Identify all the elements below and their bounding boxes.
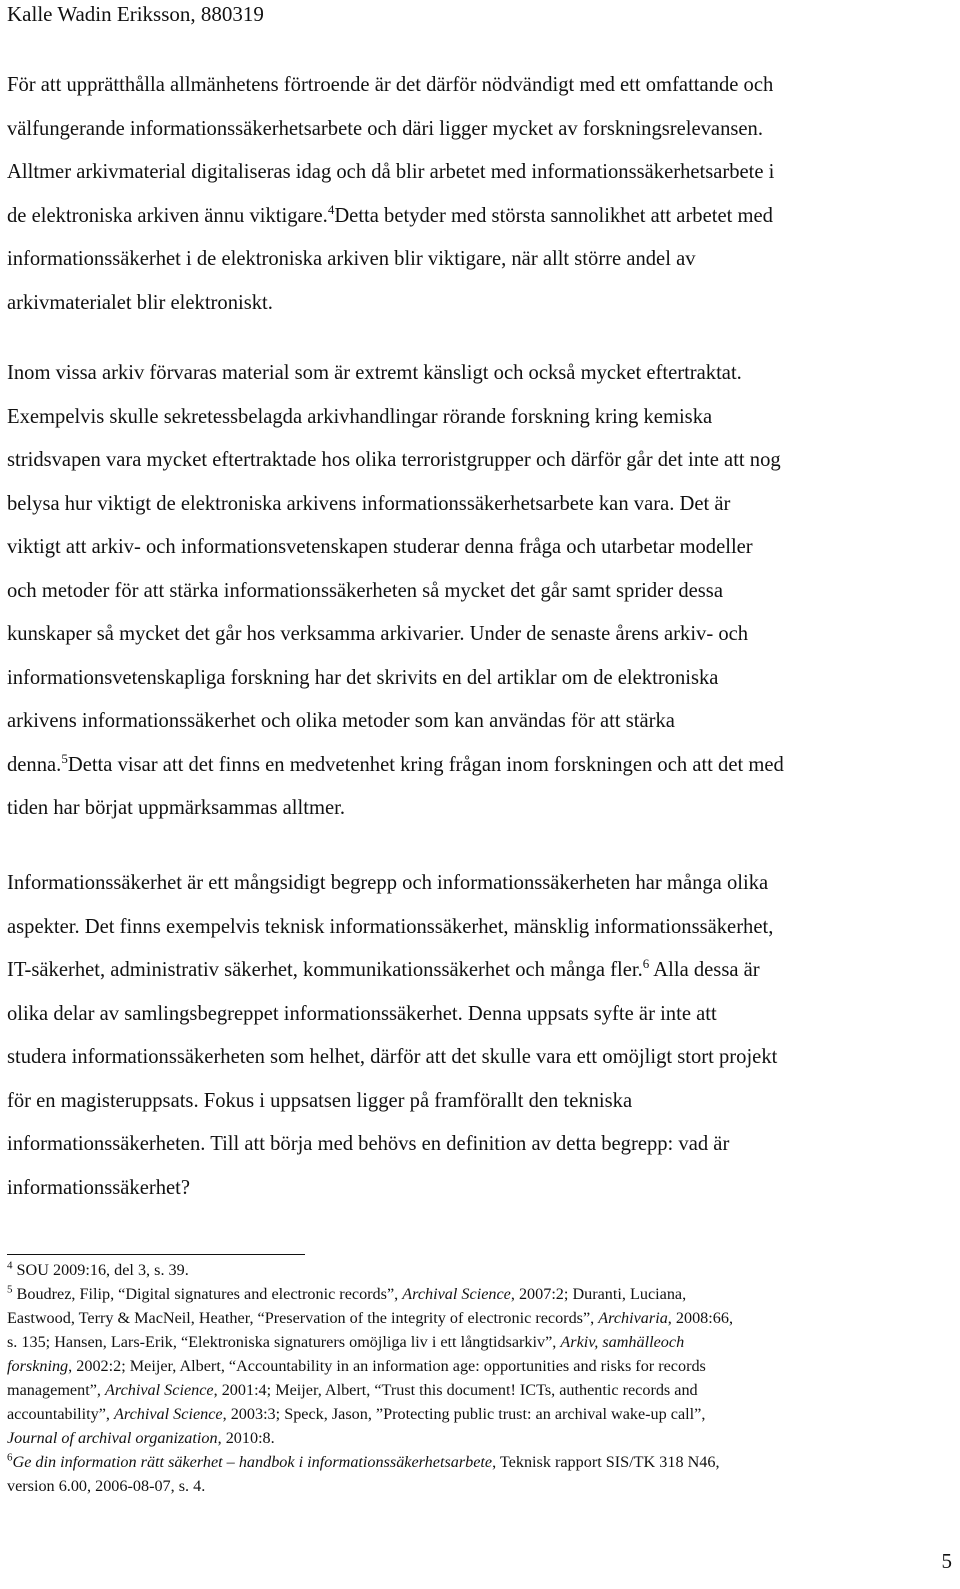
footnote-text: management”, bbox=[7, 1381, 105, 1399]
footnote-text: , 2007:2; Duranti, Luciana, bbox=[510, 1285, 687, 1303]
text-line: För att upprätthålla allmänhetens förtroende är det därför nödvändigt med ett omfattande och bbox=[7, 74, 774, 96]
text-fragment: IT-säkerhet, administrativ säkerhet, kommunikationssäkerhet och många fler. bbox=[7, 959, 643, 981]
footnote-ref-5[interactable]: 5 bbox=[61, 750, 68, 766]
footnote-text: , 2008:66, bbox=[667, 1309, 733, 1327]
footnote-number: 4 bbox=[7, 1259, 13, 1272]
footnotes bbox=[7, 1258, 952, 1498]
text-fragment: denna. bbox=[7, 753, 62, 776]
text-line: studera informationssäkerheten som helhet, därför att det skulle vara ett omöjligt stort projekt bbox=[7, 1046, 778, 1068]
text-line bbox=[7, 949, 947, 993]
text-line: arkivmaterialet blir elektroniskt. bbox=[7, 291, 273, 314]
footnote-5-line bbox=[7, 1378, 952, 1402]
journal-title: Archival Science bbox=[402, 1285, 511, 1303]
text-fragment: de elektroniska arkiven ännu viktigare. bbox=[7, 204, 328, 227]
footnote-text: , 2001:4; Meijer, Albert, “Trust this document! ICTs, authentic records and bbox=[213, 1381, 698, 1399]
text-fragment: Alla dessa är bbox=[649, 959, 760, 981]
text-line: viktigt att arkiv- och informationsvetenskapen studerar denna fråga och utarbetar modeller bbox=[7, 536, 753, 558]
footnote-text: , Teknisk rapport SIS/TK 318 N46, bbox=[492, 1453, 720, 1471]
footnote-text: accountability”, bbox=[7, 1405, 114, 1423]
text-line: för en magisteruppsats. Fokus i uppsatsen ligger på framförallt den tekniska bbox=[7, 1089, 633, 1112]
footnote-6-line bbox=[7, 1450, 952, 1474]
text-line: välfungerande informationssäkerhetsarbete och däri ligger mycket av forskningsrelevansen. bbox=[7, 117, 763, 140]
page-header: Kalle Wadin Eriksson, 880319 bbox=[7, 2, 264, 26]
journal-title: Arkiv, samhälleoch bbox=[560, 1333, 685, 1351]
text-line: informationssäkerhet? bbox=[7, 1176, 190, 1199]
footnote-5-line bbox=[7, 1306, 952, 1330]
footnote-5-line bbox=[7, 1426, 952, 1450]
text-line: Alltmer arkivmaterial digitaliseras idag och då blir arbetet med informationssäkerhetsarbete i bbox=[7, 161, 775, 183]
text-line: kunskaper så mycket det går hos verksamma arkivarier. Under de senaste årens arkiv- och bbox=[7, 623, 749, 645]
footnote-ref-4[interactable]: 4 bbox=[327, 201, 335, 217]
footnote-text: , 2003:3; Speck, Jason, ”Protecting public trust: an archival wake-up call”, bbox=[222, 1405, 706, 1423]
text-line: olika delar av samlingsbegreppet informationssäkerhet. Denna uppsats syfte är inte att bbox=[7, 1002, 717, 1025]
journal-title: Archival Science bbox=[113, 1405, 223, 1423]
footnote-5-line bbox=[7, 1282, 952, 1306]
footnote-5-line bbox=[7, 1402, 952, 1426]
text-line: Exempelvis skulle sekretessbelagda arkivhandlingar rörande forskning kring kemiska bbox=[7, 405, 713, 428]
footnote-text: , 2010:8. bbox=[217, 1429, 275, 1447]
text-line: Inom vissa arkiv förvaras material som är extremt känsligt och också mycket eftertraktat. bbox=[7, 362, 742, 384]
text-line: och metoder för att stärka informationssäkerheten så mycket det går samt sprider dessa bbox=[7, 579, 723, 602]
text-line: informationsvetenskapliga forskning har det skrivits en del artiklar om de elektroniska bbox=[7, 666, 719, 689]
text-line: arkivens informationssäkerhet och olika metoder som kan användas för att stärka bbox=[7, 710, 675, 732]
text-line: belysa hur viktigt de elektroniska arkivens informationssäkerhetsarbete kan vara. Det är bbox=[7, 492, 731, 515]
text-line bbox=[7, 195, 947, 239]
text-line: informationssäkerhet i de elektroniska arkiven blir viktigare, när allt större andel av bbox=[7, 248, 696, 270]
footnote-ref-6[interactable]: 6 bbox=[642, 956, 650, 972]
footnote-4 bbox=[7, 1258, 952, 1282]
footnote-text: , 2002:2; Meijer, Albert, “Accountability in an information age: opportunities and risks for records bbox=[68, 1357, 706, 1375]
footnote-separator bbox=[7, 1254, 305, 1255]
text-line: aspekter. Det finns exempelvis teknisk informationssäkerhet, mänsklig informationssäkerhet, bbox=[7, 915, 774, 938]
paragraph-1 bbox=[7, 64, 947, 325]
journal-title: forskning bbox=[7, 1357, 69, 1375]
text-line: Informationssäkerhet är ett mångsidigt begrepp och informationssäkerheten har många olika bbox=[7, 872, 769, 894]
footnote-6-line: version 6.00, 2006-08-07, s. 4. bbox=[7, 1477, 206, 1495]
paragraph-3 bbox=[7, 862, 947, 1210]
text-line: informationssäkerheten. Till att börja med behövs en definition av detta begrepp: vad är bbox=[7, 1133, 730, 1155]
journal-title: Journal of archival organization bbox=[7, 1429, 218, 1447]
text-fragment: Detta betyder med största sannolikhet att arbetet med bbox=[334, 204, 773, 227]
text-line bbox=[7, 744, 947, 788]
footnote-5-line bbox=[7, 1330, 952, 1354]
journal-title: Archivaria bbox=[598, 1309, 668, 1327]
footnote-text: Boudrez, Filip, “Digital signatures and electronic records”, bbox=[12, 1285, 403, 1303]
footnote-number: 5 bbox=[7, 1283, 13, 1296]
text-line: tiden har börjat uppmärksammas alltmer. bbox=[7, 797, 345, 819]
footnote-text: Eastwood, Terry & MacNeil, Heather, “Preservation of the integrity of electronic records”, bbox=[7, 1309, 599, 1327]
text-fragment: Detta visar att det finns en medvetenhet kring frågan inom forskningen och att det med bbox=[67, 753, 784, 776]
journal-title: Archival Science bbox=[104, 1381, 214, 1399]
page-number: 5 bbox=[941, 1549, 952, 1573]
footnote-text: SOU 2009:16, del 3, s. 39. bbox=[12, 1261, 189, 1279]
paragraph-2 bbox=[7, 352, 947, 831]
footnote-text: s. 135; Hansen, Lars-Erik, “Elektroniska signaturers omöjliga liv i ett långtidsarkiv”, bbox=[7, 1333, 561, 1351]
footnote-number: 6 bbox=[7, 1451, 13, 1464]
publication-title: Ge din information rätt säkerhet – handbok i informationssäkerhetsarbete bbox=[12, 1453, 493, 1471]
footnote-5-line bbox=[7, 1354, 952, 1378]
text-line: stridsvapen vara mycket eftertraktade hos olika terroristgrupper och därför går det inte att nog bbox=[7, 449, 781, 471]
